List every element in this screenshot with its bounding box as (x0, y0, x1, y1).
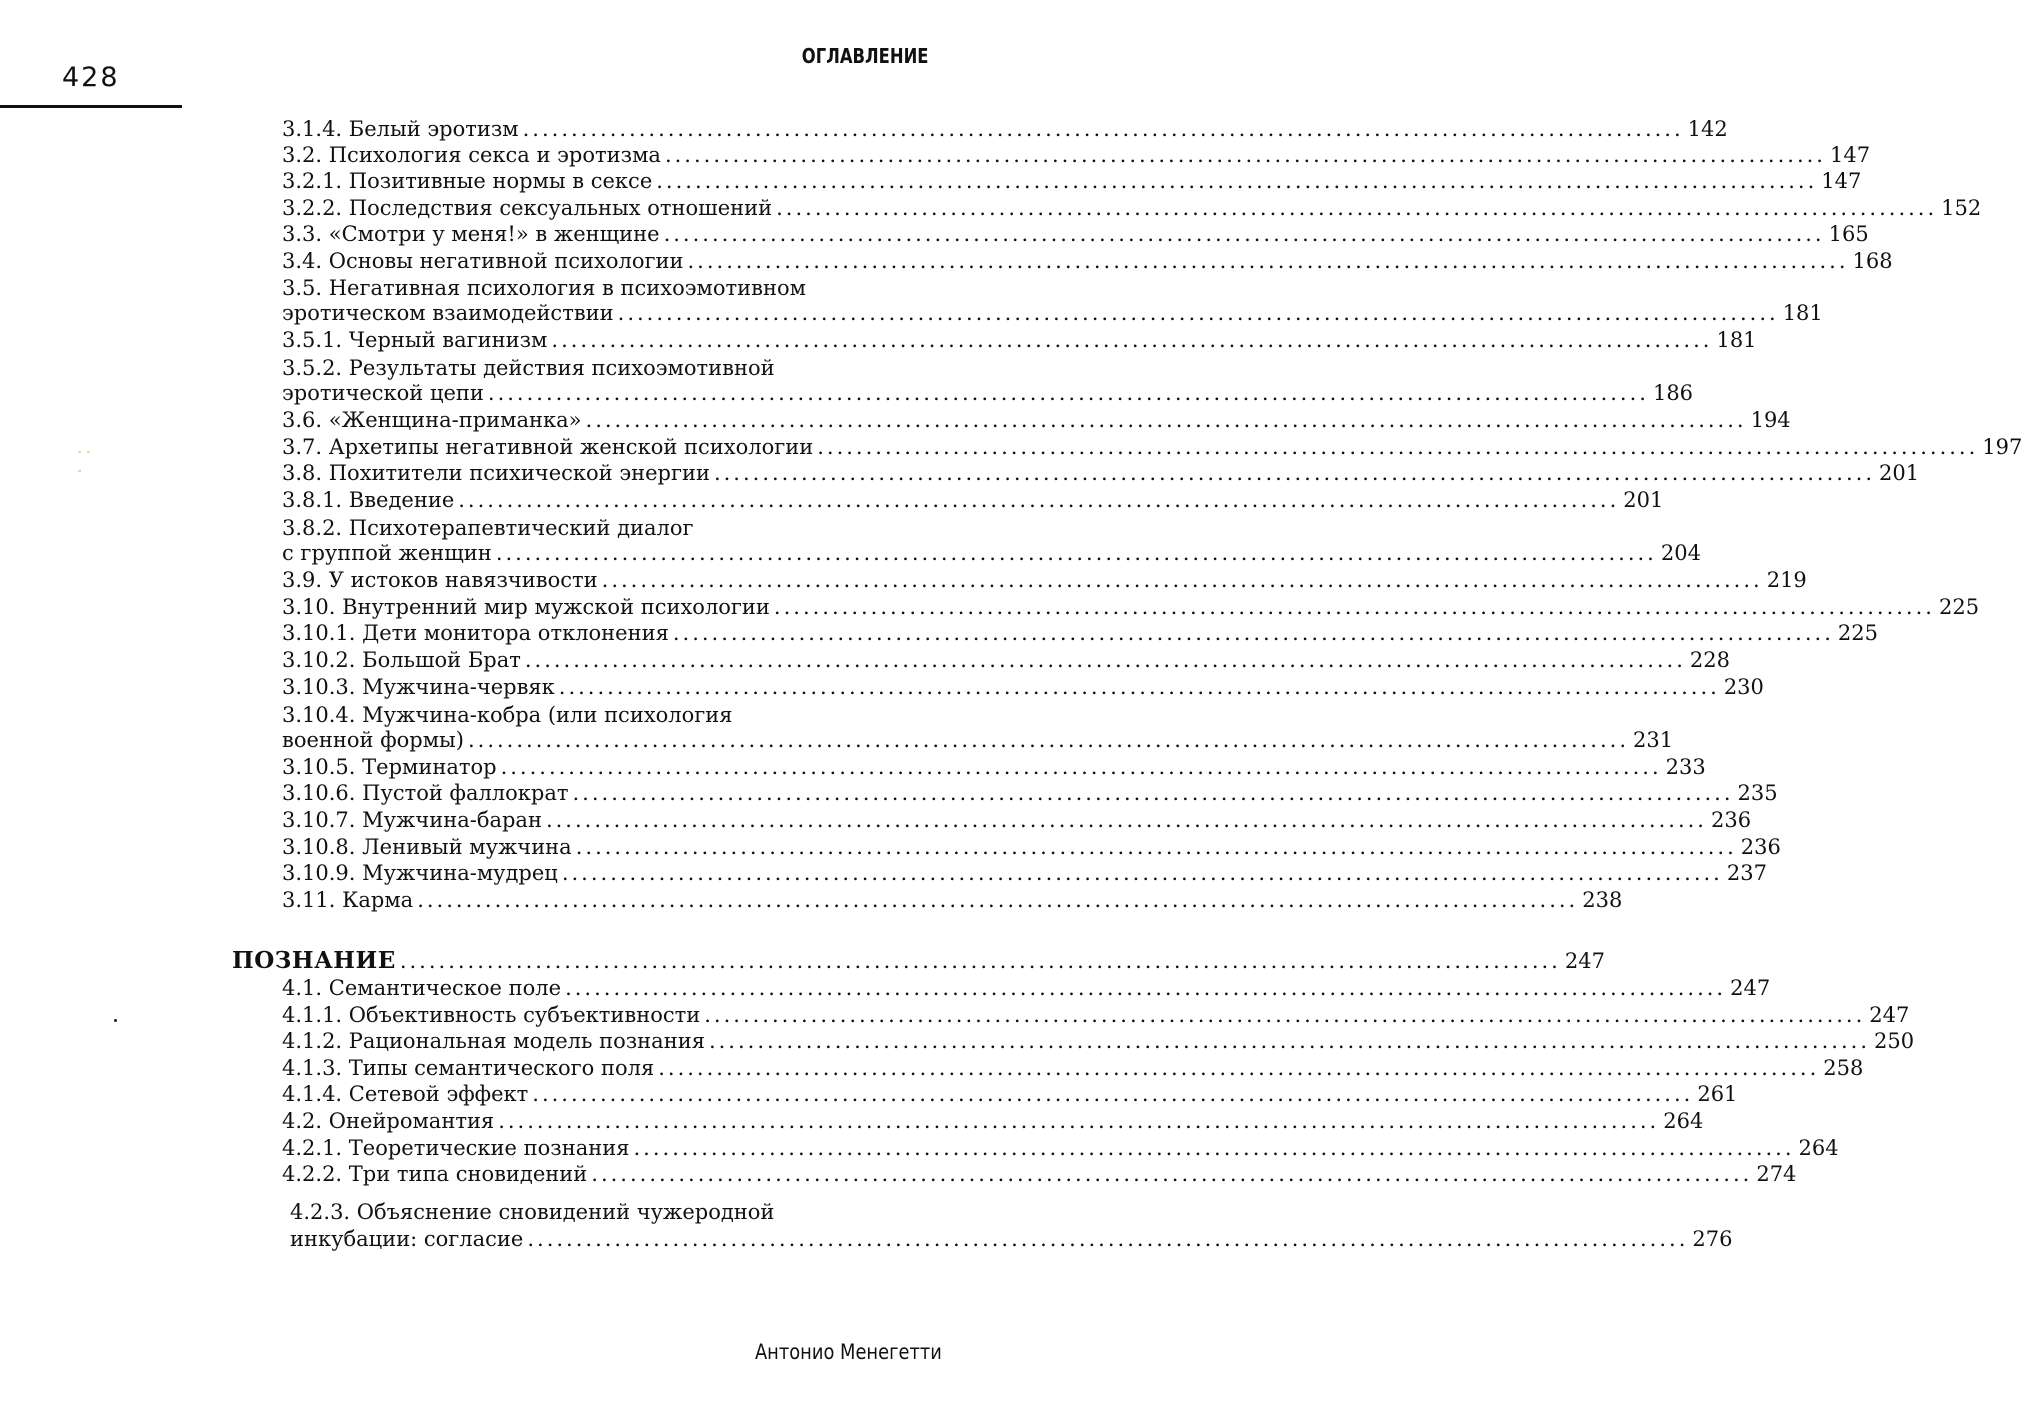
toc-entry-title: 3.3. «Смотри у меня!» в женщине (282, 222, 660, 246)
toc-entry-page: 194 (1750, 408, 1791, 432)
dot-leader: ........................................................................................................................ (704, 1003, 1866, 1027)
toc-entry (282, 1026, 1915, 1056)
toc-entry (290, 1196, 940, 1226)
toc-entry (282, 618, 1878, 648)
print-speck (78, 438, 102, 440)
dot-leader: ........................................................................................................................ (672, 621, 1834, 645)
dot-leader: ........................................................................................................................ (417, 888, 1579, 912)
dot-leader: ........................................................................................................................ (663, 222, 1825, 246)
toc-entry-title: 3.2. Психология секса и эротизма (282, 143, 661, 167)
toc-entry-title: 3.6. «Женщина-приманка» (282, 408, 582, 432)
toc-entry (282, 325, 1757, 355)
toc-entry-title: 3.5.2. Результаты действия психоэмотивной (282, 356, 775, 380)
toc-entry-page: 274 (1756, 1162, 1797, 1186)
dot-leader: ........................................................................................................................ (773, 595, 1935, 619)
dot-leader: ........................................................................................................................ (458, 488, 1620, 512)
toc-entry-title: 3.10.9. Мужчина-мудрец (282, 861, 558, 885)
toc-entry-page: 231 (1633, 728, 1674, 752)
toc-entry-title: 3.4. Основы негативной психологии (282, 249, 684, 273)
toc-entry-title: 4.2.2. Три типа сновидений (282, 1162, 588, 1186)
toc-entry (290, 1224, 1733, 1254)
toc-entry-title: 4.1.3. Типы семантического поля (282, 1056, 655, 1080)
toc-entry-page: 236 (1710, 808, 1752, 832)
toc-entry (282, 645, 1730, 675)
dot-leader: ........................................................................................................................ (527, 1227, 1689, 1251)
toc-entry-title: 3.10.4. Мужчина-кобра (или психология (282, 703, 733, 727)
toc-entry-title: 3.10. Внутренний мир мужской психологии (282, 595, 770, 619)
toc-entry-title: 3.1.4. Белый эротизм (282, 117, 519, 141)
toc-entry-page: 236 (1740, 835, 1781, 859)
toc-entry-page: 186 (1652, 381, 1694, 405)
toc-entry-page: 230 (1723, 675, 1764, 699)
toc-entry-title: военной формы) (282, 728, 464, 752)
toc-entry-title: 4.1.2. Рациональная модель познания (282, 1029, 705, 1053)
dot-leader: ........................................................................................................................ (575, 835, 1737, 859)
toc-entry (282, 858, 1767, 888)
toc-entry-title: 3.5. Негативная психология в психоэмотивном (282, 276, 806, 300)
toc-entry-page: 225 (1938, 595, 1980, 619)
dot-leader: ........................................................................................................................ (551, 328, 1713, 352)
toc-entry-page: 258 (1823, 1056, 1864, 1080)
toc-entry (282, 378, 1694, 408)
toc-entry-page: 228 (1689, 648, 1730, 672)
toc-entry (282, 538, 1701, 568)
toc-entry-title: 3.5.1. Черный вагинизм (282, 328, 548, 352)
toc-entry (282, 672, 1764, 702)
toc-entry-title: 3.10.3. Мужчина-червяк (282, 675, 555, 699)
toc-entry-page: 152 (1941, 196, 1982, 220)
toc-entry-page: 237 (1726, 861, 1767, 885)
toc-entry-title: эротической цепи (282, 381, 484, 405)
dot-leader: ........................................................................................................................ (565, 976, 1727, 1000)
toc-entry-page: 235 (1737, 781, 1778, 805)
footer-author: Антонио Менегетти (755, 1340, 942, 1364)
toc-entry-title: 3.8.1. Введение (282, 488, 455, 512)
toc-entry-title: 3.2.2. Последствия сексуальных отношений (282, 196, 773, 220)
dot-leader: ........................................................................................................................ (656, 169, 1818, 193)
toc-entry (282, 885, 1623, 915)
dot-leader: ........................................................................................................................ (561, 861, 1723, 885)
toc-entry-title: 4.1.1. Объективность субъективности (282, 1003, 701, 1027)
header-rule (0, 105, 182, 108)
dot-leader: ........................................................................................................................ (524, 648, 1686, 672)
toc-entry (282, 725, 1674, 755)
dot-leader: ........................................................................................................................ (572, 781, 1734, 805)
toc-entry-page: 261 (1697, 1082, 1738, 1106)
toc-entry-page: 247 (1730, 976, 1771, 1000)
dot-leader: ........................................................................................................................ (495, 541, 1657, 565)
toc-entry-page: 168 (1852, 249, 1893, 273)
toc-entry-page: 250 (1874, 1029, 1915, 1053)
toc-entry-page: 181 (1782, 301, 1823, 325)
toc-entry (282, 298, 1823, 328)
toc-entry (282, 405, 1791, 435)
toc-entry-title: 3.11. Карма (282, 888, 414, 912)
toc-entry-page: 147 (1821, 169, 1862, 193)
toc-entry-title: 4.2.3. Объяснение сновидений чужеродной (290, 1200, 775, 1224)
toc-entry (282, 778, 1778, 808)
dot-leader: ........................................................................................................................ (817, 435, 1979, 459)
dot-leader: ........................................................................................................................ (687, 249, 1849, 273)
dot-leader: ........................................................................................................................ (522, 117, 1684, 141)
toc-entry-page: 219 (1766, 568, 1807, 592)
toc-entry-page: 276 (1692, 1227, 1733, 1251)
toc-entry-page: 181 (1716, 328, 1757, 352)
dot-leader: ........................................................................................................................ (498, 1109, 1660, 1133)
toc-entry-title: ПОЗНАНИЕ (232, 947, 396, 974)
toc-entry-title: 3.10.6. Пустой фаллократ (282, 781, 569, 805)
dot-leader: ........................................................................................................................ (467, 728, 1630, 752)
toc-entry (282, 1159, 1797, 1189)
dot-leader: ........................................................................................................................ (585, 408, 1747, 432)
toc-entry-page: 247 (1869, 1003, 1910, 1027)
dot-leader: ........................................................................................................................ (713, 461, 1875, 485)
dot-leader: ........................................................................................................................ (545, 808, 1707, 832)
dot-leader: ........................................................................................................................ (617, 301, 1779, 325)
toc-entry (282, 1106, 1704, 1136)
toc-entry-title: эротическом взаимодействии (282, 301, 614, 325)
toc-entry (282, 219, 1869, 249)
toc-entry-title: 4.2.1. Теоретические познания (282, 1136, 630, 1160)
running-head: ОГЛАВЛЕНИЕ (801, 44, 928, 68)
toc-entry-title: 3.8. Похитители психической энергии (282, 461, 710, 485)
toc-entry-page: 165 (1828, 222, 1869, 246)
dot-leader: ........................................................................................................................ (664, 143, 1826, 167)
toc-entry-title: 4.1.4. Сетевой эффект (282, 1082, 529, 1106)
toc-entry-title: 3.10.8. Ленивый мужчина (282, 835, 572, 859)
toc-chapter-entry (232, 946, 1605, 976)
dot-leader: ........................................................................................................................ (500, 755, 1662, 779)
toc-entry-title: 3.8.2. Психотерапевтический диалог (282, 516, 694, 540)
toc-entry-title: инкубации: согласие (290, 1227, 524, 1251)
toc-entry-title: с группой женщин (282, 541, 492, 565)
toc-entry-title: 3.10.5. Терминатор (282, 755, 497, 779)
toc-entry (282, 973, 1771, 1003)
toc-entry-title: 3.2.1. Позитивные нормы в сексе (282, 169, 653, 193)
toc-entry-title: 3.10.7. Мужчина-баран (282, 808, 542, 832)
dot-leader: ........................................................................................................................ (708, 1029, 1870, 1053)
toc-entry (282, 166, 1862, 196)
toc-entry (282, 458, 1920, 488)
dot-leader: ........................................................................................................................ (601, 568, 1763, 592)
dot-leader: ........................................................................................................................ (633, 1136, 1795, 1160)
toc-entry-page: 247 (1564, 949, 1605, 973)
toc-entry (282, 565, 1807, 595)
print-speck (114, 1019, 117, 1022)
toc-entry-page: 197 (1982, 435, 2022, 459)
toc-entry-page: 142 (1687, 117, 1728, 141)
page-number: 428 (62, 62, 120, 93)
dot-leader: ........................................................................................................................ (591, 1162, 1753, 1186)
toc-entry-page: 233 (1665, 755, 1706, 779)
toc-entry-page: 264 (1798, 1136, 1839, 1160)
toc-entry-page: 225 (1837, 621, 1878, 645)
dot-leader: ........................................................................................................................ (776, 196, 1938, 220)
toc-entry-page: 201 (1623, 488, 1664, 512)
toc-entry-title: 4.1. Семантическое поле (282, 976, 562, 1000)
dot-leader: ........................................................................................................................ (399, 949, 1561, 973)
toc-entry-page: 201 (1879, 461, 1920, 485)
dot-leader: ........................................................................................................................ (558, 675, 1720, 699)
toc-entry-title: 4.2. Онейромантия (282, 1109, 495, 1133)
dot-leader: ........................................................................................................................ (487, 381, 1649, 405)
toc-entry-page: 204 (1660, 541, 1701, 565)
toc-entry-page: 147 (1829, 143, 1871, 167)
toc-entry-title: 3.9. У истоков навязчивости (282, 568, 598, 592)
toc-entry-title: 3.10.1. Дети монитора отклонения (282, 621, 669, 645)
toc-entry (282, 1079, 1738, 1109)
dot-leader: ........................................................................................................................ (658, 1056, 1820, 1080)
toc-entry (282, 805, 1752, 835)
toc-entry (282, 485, 1664, 515)
dot-leader: ........................................................................................................................ (532, 1082, 1694, 1106)
toc-entry-title: 3.10.2. Большой Брат (282, 648, 521, 672)
toc-entry-title: 3.7. Архетипы негативной женской психологии (282, 435, 814, 459)
toc-entry-page: 238 (1582, 888, 1623, 912)
toc-entry-page: 264 (1663, 1109, 1704, 1133)
